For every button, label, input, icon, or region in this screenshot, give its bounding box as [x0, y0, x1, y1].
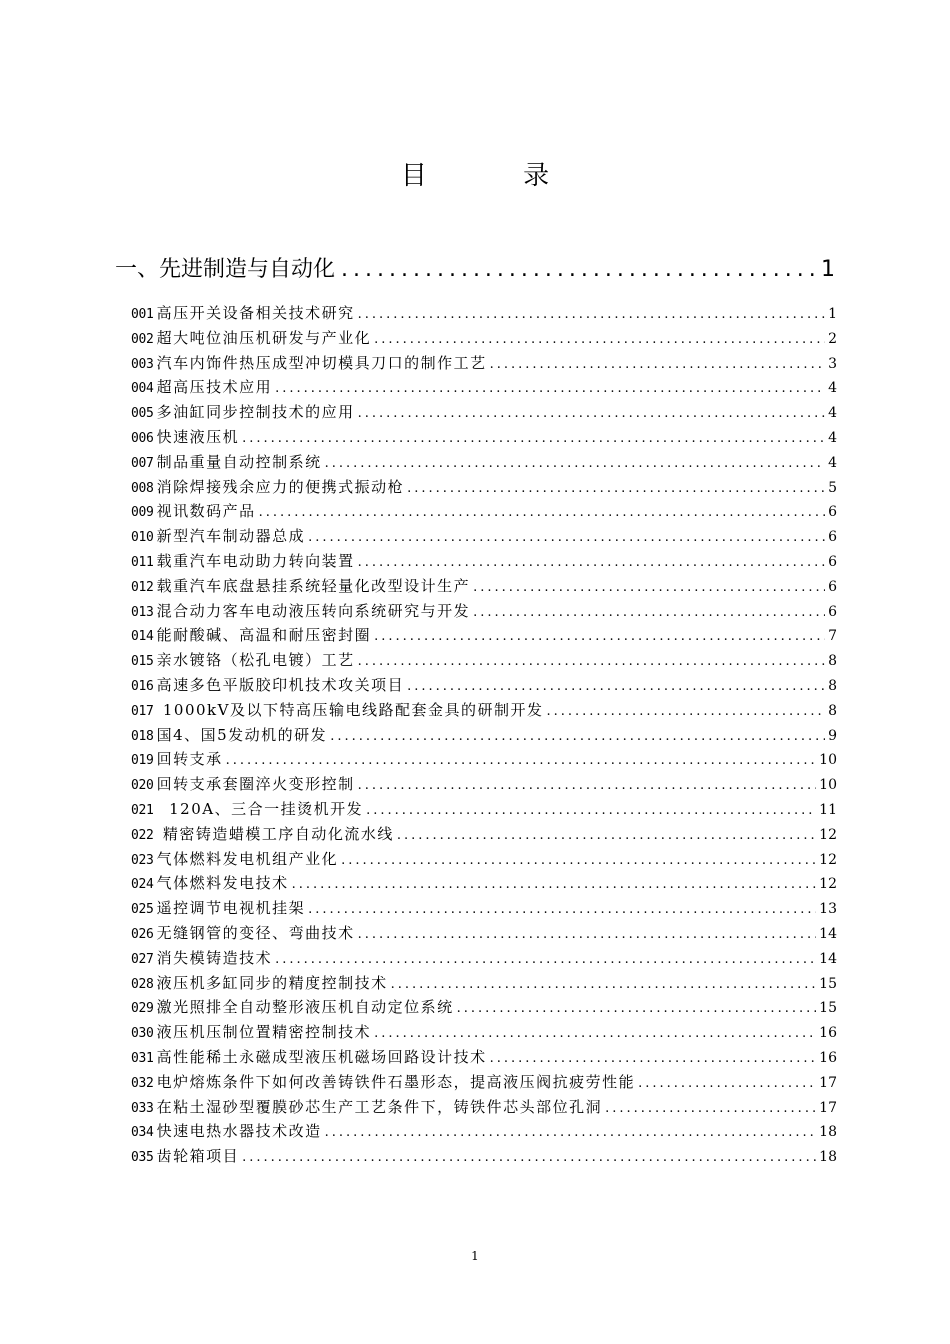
dot-leader — [325, 1121, 817, 1146]
dot-leader — [341, 849, 816, 874]
entry-number: 013 — [131, 604, 154, 620]
dot-leader — [358, 774, 817, 799]
entry-number: 016 — [131, 678, 154, 694]
entry-page-number: 12 — [819, 826, 837, 843]
dot-leader — [358, 402, 825, 427]
toc-entry[interactable] — [131, 425, 837, 450]
entry-title: 国4、国5发动机的研发 — [156, 725, 328, 744]
toc-entry[interactable] — [131, 1045, 837, 1070]
dot-leader — [407, 675, 825, 700]
entry-number: 035 — [131, 1150, 154, 1166]
dot-leader — [308, 526, 825, 551]
entry-number: 002 — [131, 331, 154, 347]
entry-page-number: 13 — [819, 901, 837, 918]
entry-number: 032 — [131, 1075, 154, 1091]
entry-page-number: 4 — [828, 405, 837, 422]
entry-page-number: 16 — [819, 1049, 837, 1066]
entry-number: 027 — [131, 951, 154, 967]
dot-leader — [308, 898, 816, 923]
entry-page-number: 3 — [828, 355, 837, 372]
entry-title: 能耐酸碱、高温和耐压密封圈 — [156, 626, 372, 645]
dot-leader — [457, 997, 817, 1022]
toc-entry[interactable] — [131, 623, 837, 648]
entry-number: 029 — [131, 1001, 154, 1017]
entry-title: 载重汽车电动助力转向装置 — [156, 551, 355, 570]
dot-leader — [358, 650, 825, 675]
toc-entry[interactable] — [131, 1095, 837, 1120]
toc-entry[interactable] — [131, 747, 837, 772]
entry-title: 制品重量自动控制系统 — [156, 452, 322, 471]
entry-number: 009 — [131, 505, 154, 521]
entry-title: 载重汽车底盘悬挂系统轻量化改型设计生产 — [156, 576, 471, 595]
entry-page-number: 6 — [828, 504, 837, 521]
toc-entry[interactable] — [131, 499, 837, 524]
entry-page-number: 15 — [819, 975, 837, 992]
entry-page-number: 2 — [828, 330, 837, 347]
dot-leader — [358, 923, 817, 948]
entry-title: 气体燃料发电技术 — [156, 874, 289, 893]
toc-entry[interactable] — [131, 475, 837, 500]
toc-entry[interactable] — [131, 847, 837, 872]
entry-title: 1000kV及以下特高压输电线路配套金具的研制开发 — [156, 700, 544, 719]
toc-entry[interactable] — [131, 574, 837, 599]
entry-page-number: 17 — [819, 1074, 837, 1091]
dot-leader — [374, 625, 825, 650]
entry-number: 025 — [131, 902, 154, 918]
footer-page-number: 1 — [471, 1249, 479, 1263]
section-page-number: 1 — [821, 257, 835, 282]
entry-title: 120A、三合一挂烫机开发 — [156, 799, 364, 818]
entry-number: 026 — [131, 926, 154, 942]
entry-title: 无缝钢管的变径、弯曲技术 — [156, 923, 355, 942]
section-label: 一、先进制造与自动化 — [115, 257, 336, 282]
entry-page-number: 9 — [828, 727, 837, 744]
toc-entry[interactable] — [131, 549, 837, 574]
entry-page-number: 10 — [819, 777, 837, 794]
toc-entry[interactable] — [131, 1070, 837, 1095]
entry-title: 气体燃料发电机组产业化 — [156, 849, 339, 868]
toc-entry[interactable] — [131, 946, 837, 971]
entry-page-number: 8 — [828, 677, 837, 694]
entry-number: 010 — [131, 530, 154, 546]
toc-entry[interactable] — [131, 723, 837, 748]
entry-page-number: 18 — [819, 1124, 837, 1141]
toc-entry[interactable] — [131, 450, 837, 475]
dot-leader — [473, 576, 825, 601]
entry-number: 008 — [131, 480, 154, 496]
entry-number: 020 — [131, 778, 154, 794]
toc-entry[interactable] — [131, 797, 837, 822]
entry-title: 高性能稀土永磁成型液压机磁场回路设计技术 — [156, 1047, 487, 1066]
dot-leader — [605, 1097, 816, 1122]
entry-page-number: 1 — [828, 306, 837, 322]
toc-entry[interactable] — [131, 1144, 837, 1169]
dot-leader — [374, 1022, 816, 1047]
dot-leader — [275, 948, 816, 973]
toc-entry[interactable] — [131, 995, 837, 1020]
entry-page-number: 17 — [819, 1099, 837, 1116]
dot-leader — [638, 1072, 816, 1097]
entry-title: 汽车内饰件热压成型冲切模具刀口的制作工艺 — [156, 353, 487, 372]
entry-title: 消失模铸造技术 — [156, 948, 273, 967]
entry-title: 超高压技术应用 — [156, 378, 273, 397]
toc-entry[interactable] — [131, 648, 837, 673]
toc-entry[interactable] — [131, 301, 837, 326]
entry-page-number: 8 — [828, 702, 837, 719]
entry-title: 快速电热水器技术改造 — [156, 1122, 322, 1141]
entry-number: 022 — [131, 827, 154, 843]
dot-leader — [226, 749, 817, 774]
entry-number: 028 — [131, 976, 154, 992]
dot-leader — [330, 725, 825, 750]
entry-page-number: 6 — [828, 529, 837, 546]
entry-title: 视讯数码产品 — [156, 502, 256, 521]
entry-title: 回转支承套圈淬火变形控制 — [156, 775, 355, 794]
toc-entry[interactable] — [131, 896, 837, 921]
dot-leader — [374, 328, 825, 353]
dot-leader — [546, 700, 825, 725]
entry-number: 004 — [131, 381, 154, 397]
entry-page-number: 6 — [828, 553, 837, 570]
entry-number: 024 — [131, 877, 154, 893]
entry-title: 液压机多缸同步的精度控制技术 — [156, 973, 388, 992]
entry-page-number: 14 — [819, 925, 837, 942]
entry-number: 021 — [131, 802, 154, 818]
dot-leader — [259, 501, 825, 526]
entry-number: 007 — [131, 455, 154, 471]
toc-entry[interactable] — [131, 375, 837, 400]
toc-entry[interactable] — [131, 400, 837, 425]
entry-number: 019 — [131, 753, 154, 769]
entry-page-number: 5 — [828, 479, 837, 496]
toc-entry[interactable] — [131, 971, 837, 996]
entry-number: 017 — [131, 703, 154, 719]
entry-title: 遥控调节电视机挂架 — [156, 899, 306, 918]
dot-leader — [366, 799, 816, 824]
entry-number: 005 — [131, 406, 154, 422]
entry-title: 精密铸造蜡模工序自动化流水线 — [156, 824, 394, 843]
dot-leader — [473, 601, 825, 626]
entry-number: 018 — [131, 728, 154, 744]
entry-title: 快速液压机 — [156, 427, 240, 446]
entry-page-number: 6 — [828, 603, 837, 620]
entry-number: 006 — [131, 430, 154, 446]
toc-entry[interactable] — [131, 772, 837, 797]
entry-number: 033 — [131, 1100, 154, 1116]
entry-page-number: 6 — [828, 578, 837, 595]
entry-title: 回转支承 — [156, 750, 223, 769]
dot-leader — [242, 1146, 816, 1171]
entry-page-number: 16 — [819, 1025, 837, 1042]
dot-leader — [397, 824, 816, 849]
entry-page-number: 7 — [828, 628, 837, 645]
entry-page-number: 4 — [828, 380, 837, 397]
entry-title: 电炉熔炼条件下如何改善铸铁件石墨形态，提高液压阀抗疲劳性能 — [156, 1072, 636, 1091]
dot-leader — [275, 377, 825, 402]
entry-number: 014 — [131, 629, 154, 645]
entry-number: 034 — [131, 1125, 154, 1141]
entry-page-number: 8 — [828, 653, 837, 670]
dot-leader — [490, 1047, 817, 1072]
toc-list — [131, 301, 837, 1169]
toc-entry[interactable] — [131, 921, 837, 946]
toc-entry[interactable] — [131, 326, 837, 351]
entry-title: 超大吨位油压机研发与产业化 — [156, 328, 372, 347]
dot-leader — [490, 353, 825, 378]
entry-title: 亲水镀铬（松孔电镀）工艺 — [156, 651, 355, 670]
entry-title: 高压开关设备相关技术研究 — [156, 304, 355, 322]
entry-number: 012 — [131, 579, 154, 595]
toc-entry[interactable] — [131, 698, 837, 723]
entry-title: 多油缸同步控制技术的应用 — [156, 403, 355, 422]
entry-page-number: 4 — [828, 454, 837, 471]
toc-entry[interactable] — [131, 351, 837, 376]
dot-leader — [292, 873, 817, 898]
entry-title: 齿轮箱项目 — [156, 1147, 240, 1166]
toc-entry[interactable] — [131, 871, 837, 896]
entry-page-number: 12 — [819, 876, 837, 893]
entry-number: 011 — [131, 554, 154, 570]
entry-title: 高速多色平版胶印机技术攻关项目 — [156, 675, 405, 694]
toc-entry[interactable] — [131, 524, 837, 549]
entry-number: 015 — [131, 654, 154, 670]
toc-entry[interactable] — [131, 599, 837, 624]
page-title: 目 录 — [400, 161, 594, 191]
entry-number: 001 — [131, 307, 154, 322]
entry-page-number: 14 — [819, 950, 837, 967]
toc-entry[interactable] — [131, 1020, 837, 1045]
toc-entry[interactable] — [131, 822, 837, 847]
toc-section-heading[interactable] — [115, 252, 835, 286]
dot-leader — [358, 551, 825, 576]
dot-leader — [242, 427, 825, 452]
entry-title: 液压机压制位置精密控制技术 — [156, 1023, 372, 1042]
entry-number: 023 — [131, 852, 154, 868]
entry-page-number: 15 — [819, 1000, 837, 1017]
entry-page-number: 4 — [828, 429, 837, 446]
dot-leader — [358, 303, 825, 328]
entry-title: 混合动力客车电动液压转向系统研究与开发 — [156, 601, 471, 620]
entry-number: 031 — [131, 1050, 154, 1066]
entry-number: 003 — [131, 356, 154, 372]
entry-title: 新型汽车制动器总成 — [156, 527, 306, 546]
entry-page-number: 12 — [819, 851, 837, 868]
entry-title: 在粘土湿砂型覆膜砂芯生产工艺条件下，铸铁件芯头部位孔洞 — [156, 1097, 603, 1116]
dot-leader — [341, 257, 815, 282]
entry-page-number: 10 — [819, 752, 837, 769]
dot-leader — [325, 452, 825, 477]
entry-page-number: 18 — [819, 1149, 837, 1166]
toc-entry[interactable] — [131, 673, 837, 698]
dot-leader — [391, 973, 817, 998]
toc-entry[interactable] — [131, 1119, 837, 1144]
entry-title: 激光照排全自动整形液压机自动定位系统 — [156, 998, 454, 1017]
dot-leader — [407, 477, 825, 502]
entry-page-number: 11 — [819, 801, 837, 818]
entry-title: 消除焊接残余应力的便携式振动枪 — [156, 477, 405, 496]
entry-number: 030 — [131, 1026, 154, 1042]
